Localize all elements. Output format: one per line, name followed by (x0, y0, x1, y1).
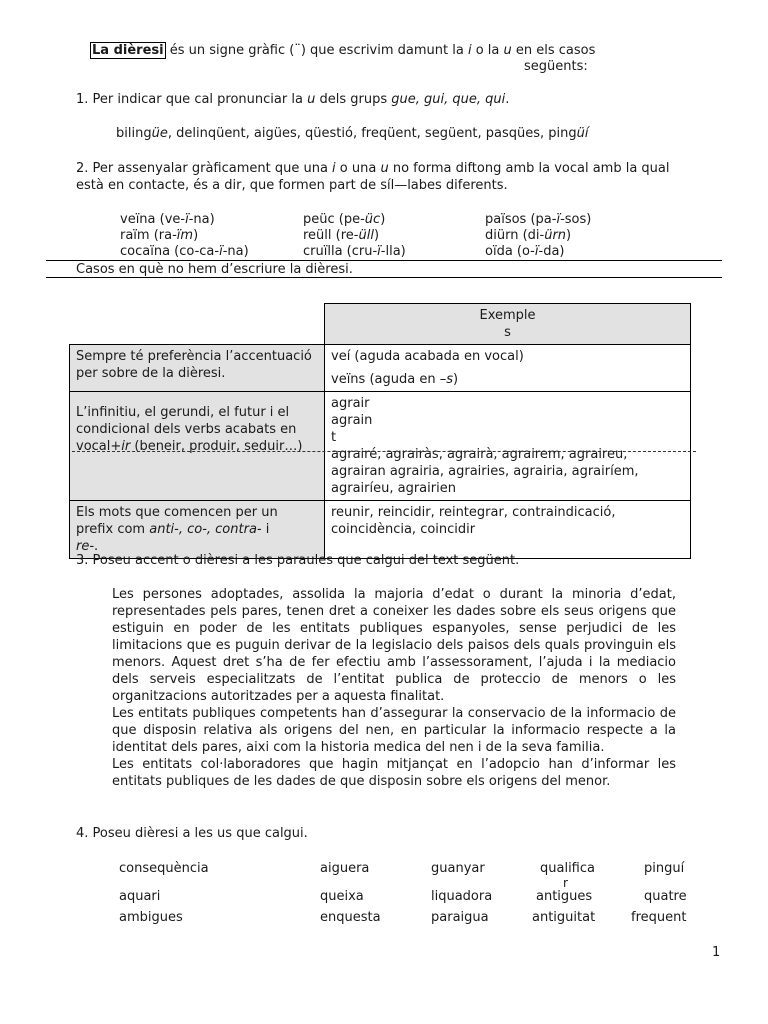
paragraph-2: Les entitats publiques competents han d’assegurar la conservacio de la informacio de que disposin relativa als origens del nen, en particular la informacio respecte a la identitat dels pares, aixi com la historia medica del nen i de la seva familia. (112, 706, 676, 755)
example-paisos: països (pa-ï-sos) (485, 212, 592, 227)
word-antiguitat: antiguitat (532, 910, 596, 925)
word-pingui: pinguí (644, 861, 685, 876)
example-raim: raïm (ra-ïm) (120, 228, 199, 243)
example-veina: veïna (ve-ï-na) (120, 212, 215, 227)
example-accentuation: veí (aguda acabada en vocal) veïns (aguda en –s) (325, 345, 691, 392)
point-4-heading: 4. Poseu dièresi a les us que calgui. (76, 826, 308, 841)
example-reull: reüll (re-üll) (303, 228, 380, 243)
table-header: Exemple s (325, 304, 691, 345)
example-peuc: peüc (pe-üc) (303, 212, 386, 227)
table-corner (70, 304, 325, 345)
word-guanyar: guanyar (431, 861, 485, 876)
example-diurn: diürn (di-ürn) (485, 228, 572, 243)
example-cocaina: cocaïna (co-ca-ï-na) (120, 244, 249, 259)
word-queixa: queixa (320, 889, 364, 904)
point-3-text (112, 586, 676, 790)
word-consequencia: consequència (119, 861, 209, 876)
rule-accentuation: Sempre té preferència l’accentuació per sobre de la dièresi. (70, 345, 325, 392)
word-qualificar: qualifica (540, 861, 595, 876)
divider-top (46, 260, 722, 261)
word-aquari: aquari (119, 889, 161, 904)
word-aiguera: aiguera (320, 861, 370, 876)
point-1-examples: bilingüe, delinqüent, aigües, qüestió, freqüent, següent, pasqües, pingüí (116, 126, 589, 141)
rule-prefix: Els mots que comencen per un prefix com anti-, co-, contra- i re-. (70, 501, 325, 559)
intro-line: La dièresi és un signe gràfic (¨) que escrivim damunt la i o la u en els casos (92, 43, 596, 58)
term-dieresi: La dièresi (92, 43, 164, 58)
word-ambigues: ambigues (119, 910, 183, 925)
word-frequent: frequent (631, 910, 687, 925)
page-break-line (72, 451, 696, 452)
example-cruilla: cruïlla (cru-ï-lla) (303, 244, 406, 259)
rule-verbs: L’infinitiu, el gerundi, el futur i el condicional dels verbs acabats en vocal+ir (beneir, produir, seduir…) (70, 392, 325, 501)
point-1-heading: 1. Per indicar que cal pronunciar la u dels grups gue, gui, que, qui. (76, 92, 510, 107)
word-antigues: antigues (536, 889, 593, 904)
example-verbs: agrair agrain t agrairé, agrairàs, agrairà, agrairem, agraireu, agrairan agrairia, agrairies, agrairia, agrairíem, agrairíeu, agrairien (325, 392, 691, 501)
word-quatre: quatre (644, 889, 687, 904)
word-liquadora: liquadora (431, 889, 493, 904)
paragraph-3: Les entitats col·laboradores que hagin mitjançat en l’adopcio han d’informar les entitats publiques de les dades de que disposin sobre els origens del menor. (112, 757, 676, 789)
point-2-line-1: 2. Per assenyalar gràficament que una i o una u no forma diftong amb la vocal amb la qual (76, 161, 670, 176)
divider-bottom (46, 277, 722, 278)
word-paraigua: paraigua (431, 910, 489, 925)
example-prefix: reunir, reincidir, reintegrar, contraindicació, coincidència, coincidir (325, 501, 691, 559)
intro-line-2: següents: (524, 59, 588, 74)
no-dieresi-heading: Casos en què no hem d’escriure la dièresi. (76, 262, 353, 277)
point-3-heading: 3. Poseu accent o dièresi a les paraules que calgui del text següent. (76, 553, 520, 568)
example-oida: oïda (o-ï-da) (485, 244, 565, 259)
word-qualificar-wrap: r (563, 876, 568, 890)
rules-table (69, 303, 691, 559)
point-2-line-2: està en contacte, és a dir, que formen part de síl—labes diferents. (76, 178, 508, 193)
paragraph-1: Les persones adoptades, assolida la majoria d’edat o durant la minoria d’edat, representades pels pares, tenen dret a coneixer les dades sobre els seus origens que estiguin en poder de les entitats publiques espanyoles, sense perjudici de les limitacions que es puguin derivar de la legislacio dels paisos dels quals provinguin els menors. Aquest dret s’ha de fer efectiu amb l’assessorament, l’ajuda i la mediacio dels serveis especialitzats de l’entitat publica de proteccio de menors o les organitzacions autoritzades per a aquesta finalitat. (112, 587, 676, 704)
word-enquesta: enquesta (320, 910, 381, 925)
page-number: 1 (712, 945, 721, 960)
